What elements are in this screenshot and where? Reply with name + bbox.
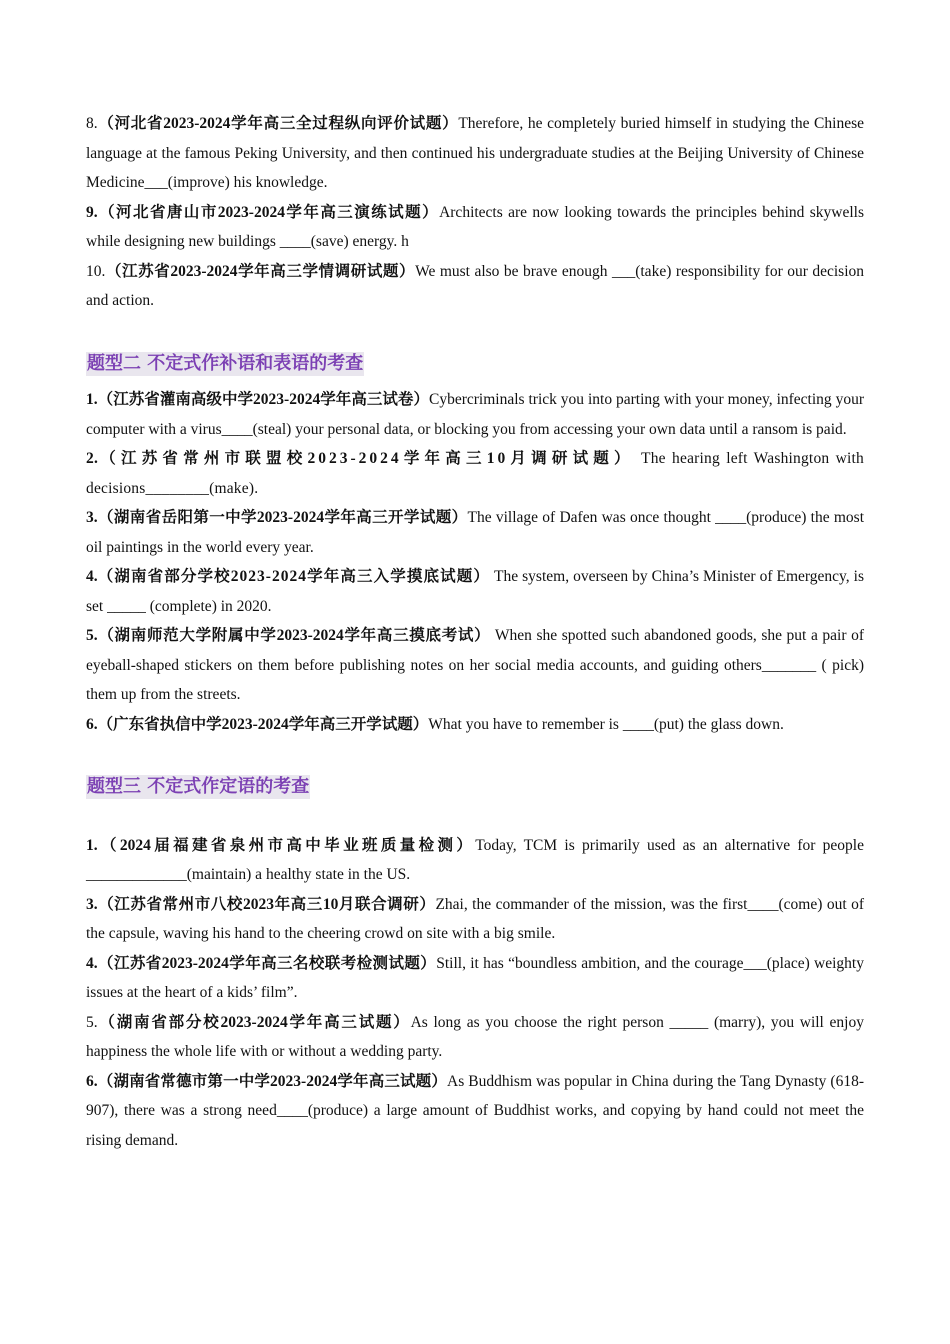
question-source: （江苏省灌南高级中学2023-2024学年高三试卷） [97,391,430,408]
question-source: （湖南省部分校2023-2024学年高三试题） [97,1013,411,1031]
question-source: （江苏省2023-2024学年高三名校联考检测试题） [97,954,437,972]
question-number: 6. [86,1072,98,1090]
question-number: 5. [86,1013,98,1031]
question-text-after: (marry), you will enjoy happiness the whole life with or without a wedding party. [86,1013,864,1060]
question-item [86,710,864,740]
question-text: Cybercriminals trick you into parting with your money, infecting your computer with a virus [86,391,864,438]
question-text: Architects are now looking towards the principles behind skywells while designing new buildings [86,203,864,250]
question-text-after: ( pick) them up from the streets. [86,656,864,703]
answer-blank: ____ [276,1102,308,1119]
answer-blank: _______ [761,656,817,674]
question-source: （广东省执信中学2023-2024学年高三开学试题） [97,715,429,733]
question-text-after: (complete) in 2020. [145,597,272,615]
answer-blank: ___ [144,174,168,191]
question-number: 1. [86,836,98,854]
question-text: The hearing left Washington with decisions [86,450,864,497]
question-item [86,1067,864,1156]
question-item [86,503,864,562]
question-text: The system, overseen by China’s Minister of Emergency, is set [86,568,864,615]
question-text-after: (come) out of the capsule, waving his hand to the cheering crowd on site with a big smile. [86,895,864,942]
answer-blank: ____ [279,233,311,250]
question-number: 2. [86,450,99,467]
question-text-after: (steal) your personal data, or blocking you from accessing your own data until a ransom is paid. [252,420,847,438]
question-text: What you have to remember is [428,715,623,733]
question-text: Therefore, he completely buried himself in studying the Chinese language at the famous Peking University, and then continued his undergraduate studies at the Beijing University of Chinese Medicine [86,115,864,191]
answer-blank: _____________ [86,866,187,883]
question-source: （河北省唐山市2023-2024学年高三演练试题） [97,203,440,221]
question-number: 3. [86,509,98,526]
question-text: Still, it has “boundless ambition, and the courage [436,954,744,972]
question-source: （2024届福建省泉州市高中毕业班质量检测） [97,836,476,854]
answer-blank: ___ [611,262,636,280]
question-text-after: (produce) the most oil paintings in the world every year. [86,509,864,556]
question-text: We must also be brave enough [415,262,612,280]
question-text-after: (save) energy. h [310,233,409,250]
question-source: （江苏省2023-2024学年高三学情调研试题） [105,262,416,280]
question-text: As long as you choose the right person [410,1013,670,1031]
question-text-after: (maintain) a healthy state in the US. [186,866,411,883]
answer-blank: _____ [669,1013,709,1031]
question-item [86,444,864,503]
section-3-items [86,831,864,1156]
question-source: （湖南省岳阳第一中学2023-2024学年高三开学试题） [97,509,468,526]
question-number: 9. [86,203,98,221]
question-text: Today, TCM is primarily used as an alternative for people [475,836,864,854]
question-item [86,257,864,316]
question-text: The village of Dafen was once thought [467,509,716,526]
question-item [86,562,864,621]
question-text-after: (make). [209,479,259,497]
question-number: 4. [86,954,98,972]
question-text-after: (place) weighty issues at the heart of a kids’ film”. [86,954,864,1001]
question-item [86,385,864,444]
answer-blank: ___ [743,954,767,972]
question-source: （江苏省常州市八校2023年高三10月联合调研） [97,895,436,913]
answer-blank: ____ [715,509,747,526]
section-heading-3: 题型三 不定式作定语的考查 [87,776,310,797]
question-text-after: (improve) his knowledge. [167,174,328,191]
question-number: 3. [86,895,98,913]
question-text-after: (produce) a large amount of Buddhist works, and copying by hand could not meet the rising demand. [86,1102,865,1149]
question-source: （湖南省常德市第一中学2023-2024学年高三试题） [97,1072,448,1090]
question-item [86,109,864,198]
question-item [86,890,864,949]
question-text: Zhai, the commander of the mission, was the first [435,895,748,913]
section-2-items [86,385,864,739]
question-number: 8. [86,115,98,132]
question-source: （河北省2023-2024学年高三全过程纵向评价试题） [97,115,459,132]
question-source: （湖南省部分学校2023-2024学年高三入学摸底试题） [97,568,491,585]
answer-blank: _____ [107,597,146,615]
question-number: 5. [86,627,98,644]
question-number: 10. [86,262,106,280]
answer-blank: ________ [145,479,210,497]
question-item [86,831,864,890]
question-text-after: (take) responsibility for our decision and action. [86,262,864,309]
question-item [86,198,864,257]
answer-blank: ____ [221,420,253,438]
question-item [86,1008,864,1067]
section-1-items [86,109,864,316]
question-source: （湖南师范大学附属中学2023-2024学年高三摸底考试） [97,627,491,644]
question-number: 4. [86,568,98,585]
question-number: 6. [86,715,98,733]
section-heading-2: 题型二 不定式作补语和表语的考查 [87,352,364,374]
answer-blank: ____ [622,715,654,733]
document-content [86,109,864,1155]
question-text: When she spotted such abandoned goods, she put a pair of eyeball-shaped stickers on them before publishing notes on her social media accounts, and guiding others [86,627,864,674]
question-source: （江苏省常州市联盟校2023-2024学年高三10月调研试题） [98,450,635,467]
question-text: As Buddhism was popular in China during the Tang Dynasty (618-907), there was a strong need [86,1072,864,1119]
question-item [86,621,864,710]
answer-blank: ____ [747,895,779,913]
question-text-after: (put) the glass down. [653,715,784,733]
question-item [86,949,864,1008]
question-number: 1. [86,391,98,408]
